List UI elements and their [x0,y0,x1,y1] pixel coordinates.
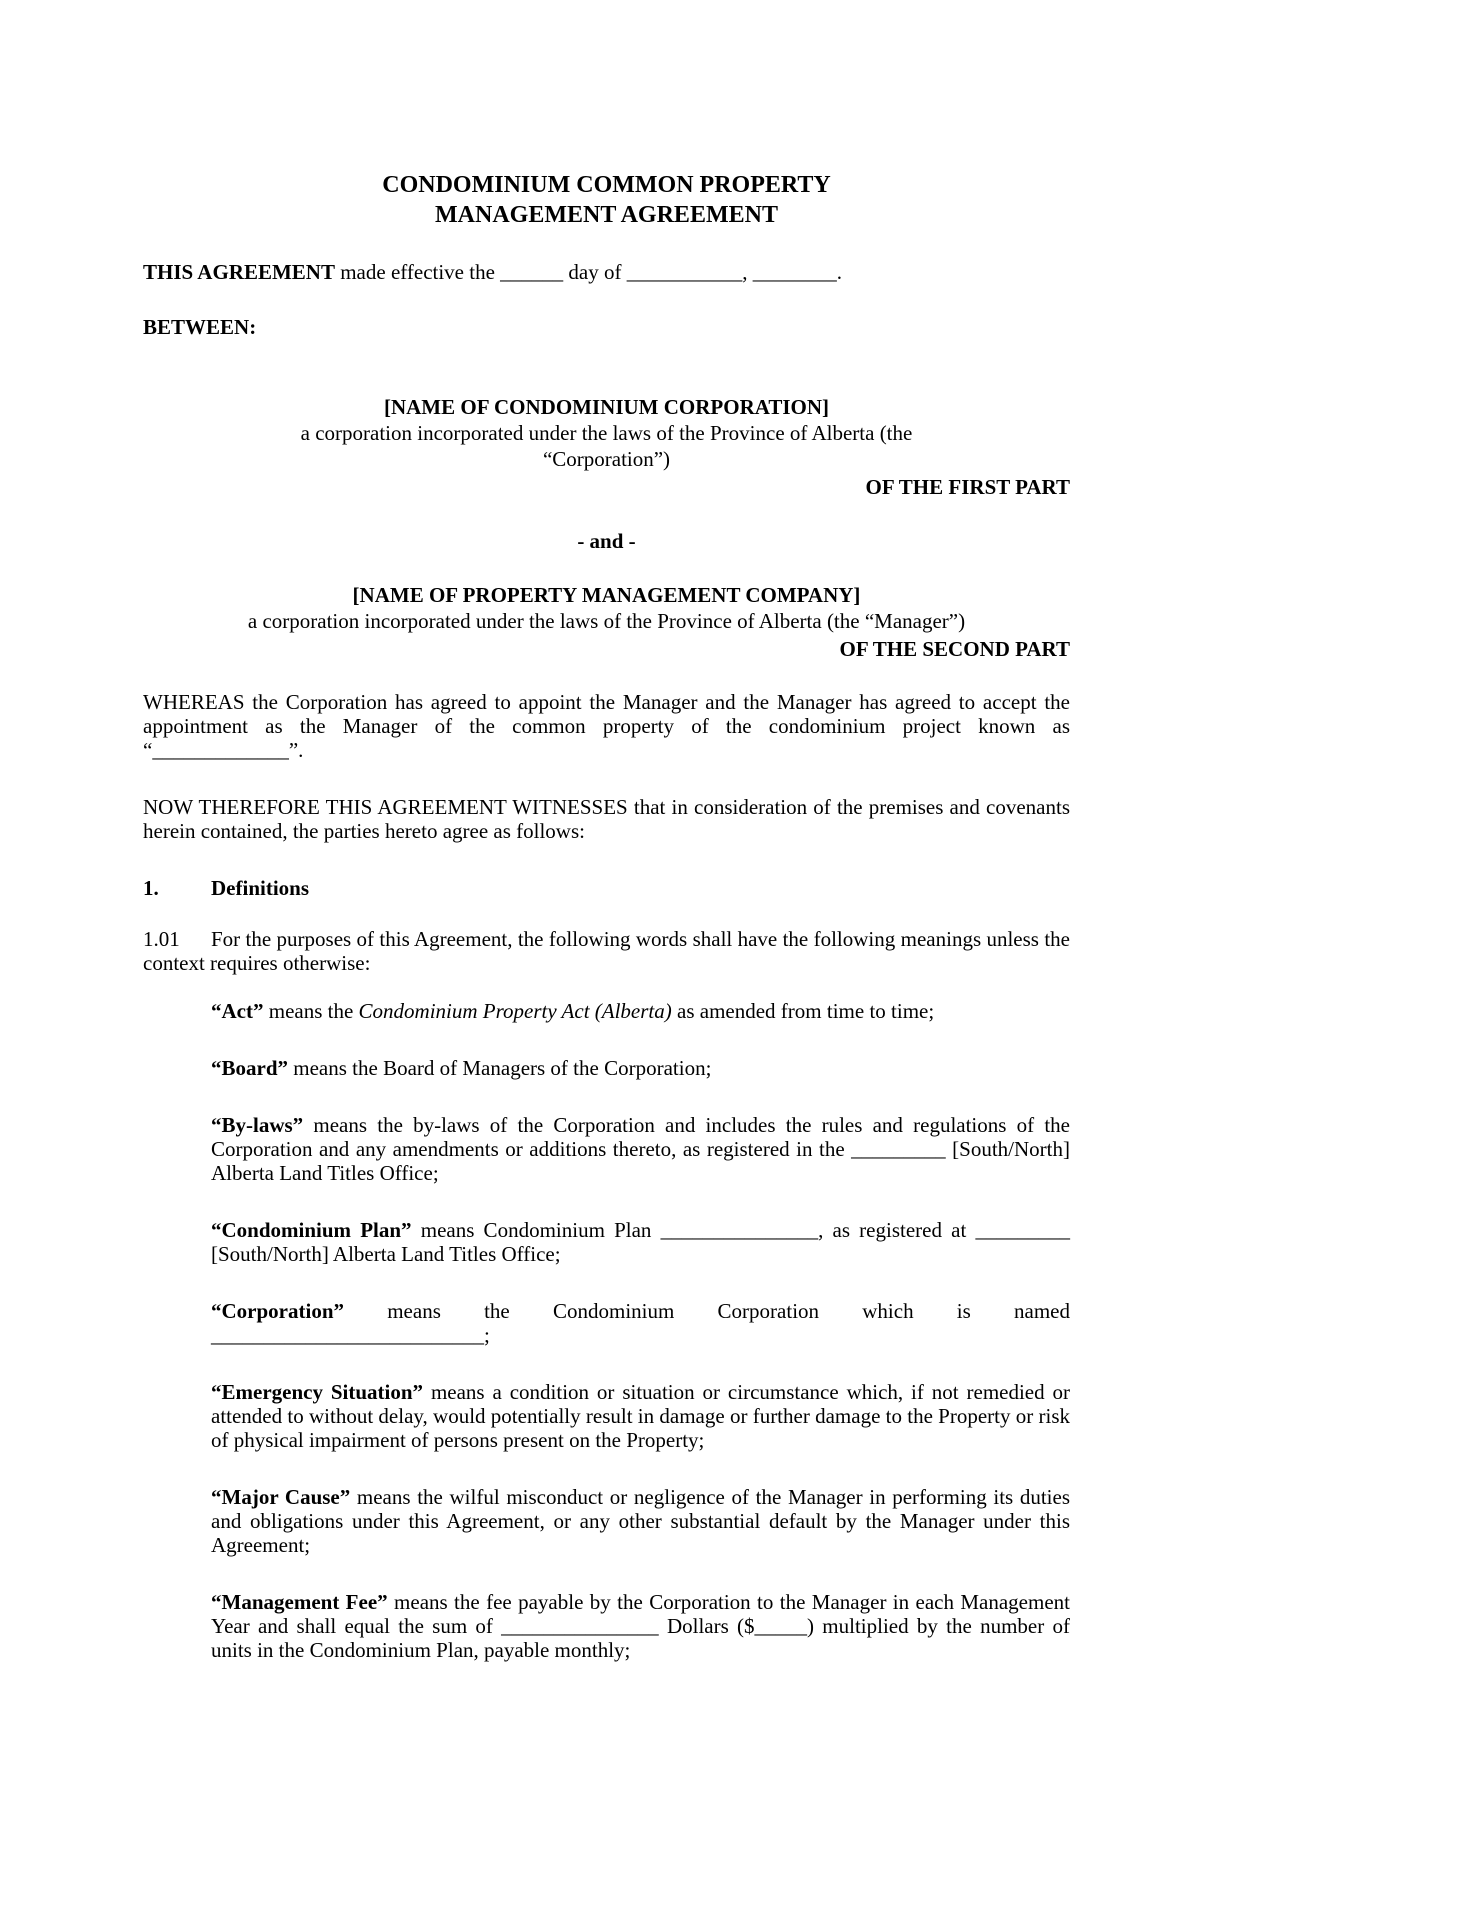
definition-major-cause [211,1485,1070,1557]
definition-corporation [211,1299,1070,1347]
definition-act-term: “Act” [211,999,264,1023]
clause-1-01 [143,927,1070,975]
definition-condominium-plan [211,1218,1070,1266]
definition-major-cause-text: means the wilful misconduct or negligence of the Manager in performing its duties and obligations under this Agreement, or any other substantial default by the Manager under this Agreement; [211,1485,1071,1557]
definition-bylaws [211,1113,1070,1185]
clause-1-01-number: 1.01 [143,927,180,951]
now-therefore-clause: NOW THEREFORE THIS AGREEMENT WITNESSES that in consideration of the premises and covenants herein contained, the parties hereto agree as follows: [143,795,1070,843]
definition-management-fee-term: “Management Fee” [211,1590,388,1614]
definition-corporation-text: means the Condominium Corporation which is named __________________________; [211,1299,1070,1347]
definition-board [211,1056,1070,1080]
party1-desc-line2: “Corporation”) [542,447,671,471]
definition-act-text: as amended from time to time; [671,999,935,1023]
party2-block [143,582,1070,662]
section-1-number: 1. [143,876,159,900]
definition-management-fee-text: means the fee payable by the Corporation to the Manager in each Management Year and shall equal the sum of _______________ Dollars ($_____) multiplied by the number of units in the Condominium Plan, payable monthly; [211,1590,1070,1662]
definition-act-pre: means the [263,999,359,1023]
definition-act [211,999,1070,1023]
definition-condominium-plan-text: means Condominium Plan _______________, as registered at _________ [South/North] Alberta Land Titles Office; [211,1218,1070,1266]
party2-desc-line1: a corporation incorporated under the laws of the Province of Alberta (the “Manager”) [247,609,966,633]
definitions-list [143,999,1070,1662]
definition-emergency-situation-text: means a condition or situation or circumstance which, if not remedied or attended to without delay, would potentially result in damage or further damage to the Property or risk of physical impairment of persons present on the Property; [211,1380,1071,1452]
title-line-2: MANAGEMENT AGREEMENT [435,202,778,228]
definition-condominium-plan-term: “Condominium Plan” [211,1218,412,1242]
party1-name: [NAME OF CONDOMINIUM CORPORATION] [383,395,830,419]
whereas-clause: WHEREAS the Corporation has agreed to appoint the Manager and the Manager has agreed to accept the appointment as the Manager of the common property of the condominium project known as “_____________”. [143,690,1070,762]
definition-corporation-term: “Corporation” [211,1299,344,1323]
title-line-1: CONDOMINIUM COMMON PROPERTY [382,172,831,198]
section-1-title: Definitions [211,876,310,900]
section-1-heading [143,876,1070,900]
between-label: BETWEEN: [143,315,257,339]
definition-bylaws-text: means the by-laws of the Corporation and includes the rules and regulations of the Corporation and any amendments or additions thereto, as registered in the _________ [South/North] Alberta Land Titles Office; [211,1113,1070,1185]
party1-desc-line1: a corporation incorporated under the laws of the Province of Alberta (the [300,421,913,445]
definition-bylaws-term: “By-laws” [211,1113,304,1137]
definition-board-text: means the Board of Managers of the Corporation; [288,1056,712,1080]
party1-block [143,394,1070,500]
definition-emergency-situation-term: “Emergency Situation” [211,1380,424,1404]
document-title [143,170,1070,230]
party2-name: [NAME OF PROPERTY MANAGEMENT COMPANY] [352,583,861,607]
effective-date-clause [143,260,1070,284]
definition-management-fee [211,1590,1070,1662]
and-separator: - and - [577,529,636,553]
party1-part-label: OF THE FIRST PART [865,475,1070,499]
effective-date-lead: THIS AGREEMENT [143,260,335,284]
clause-1-01-text: For the purposes of this Agreement, the following words shall have the following meanings unless the context requires otherwise: [143,927,1070,975]
party2-part-label: OF THE SECOND PART [839,637,1070,661]
definition-major-cause-term: “Major Cause” [211,1485,351,1509]
definition-act-statute: Condominium Property Act (Alberta) [358,999,672,1023]
effective-date-text: made effective the ______ day of ___________, ________. [334,260,842,284]
definition-board-term: “Board” [211,1056,289,1080]
definition-emergency-situation [211,1380,1070,1452]
